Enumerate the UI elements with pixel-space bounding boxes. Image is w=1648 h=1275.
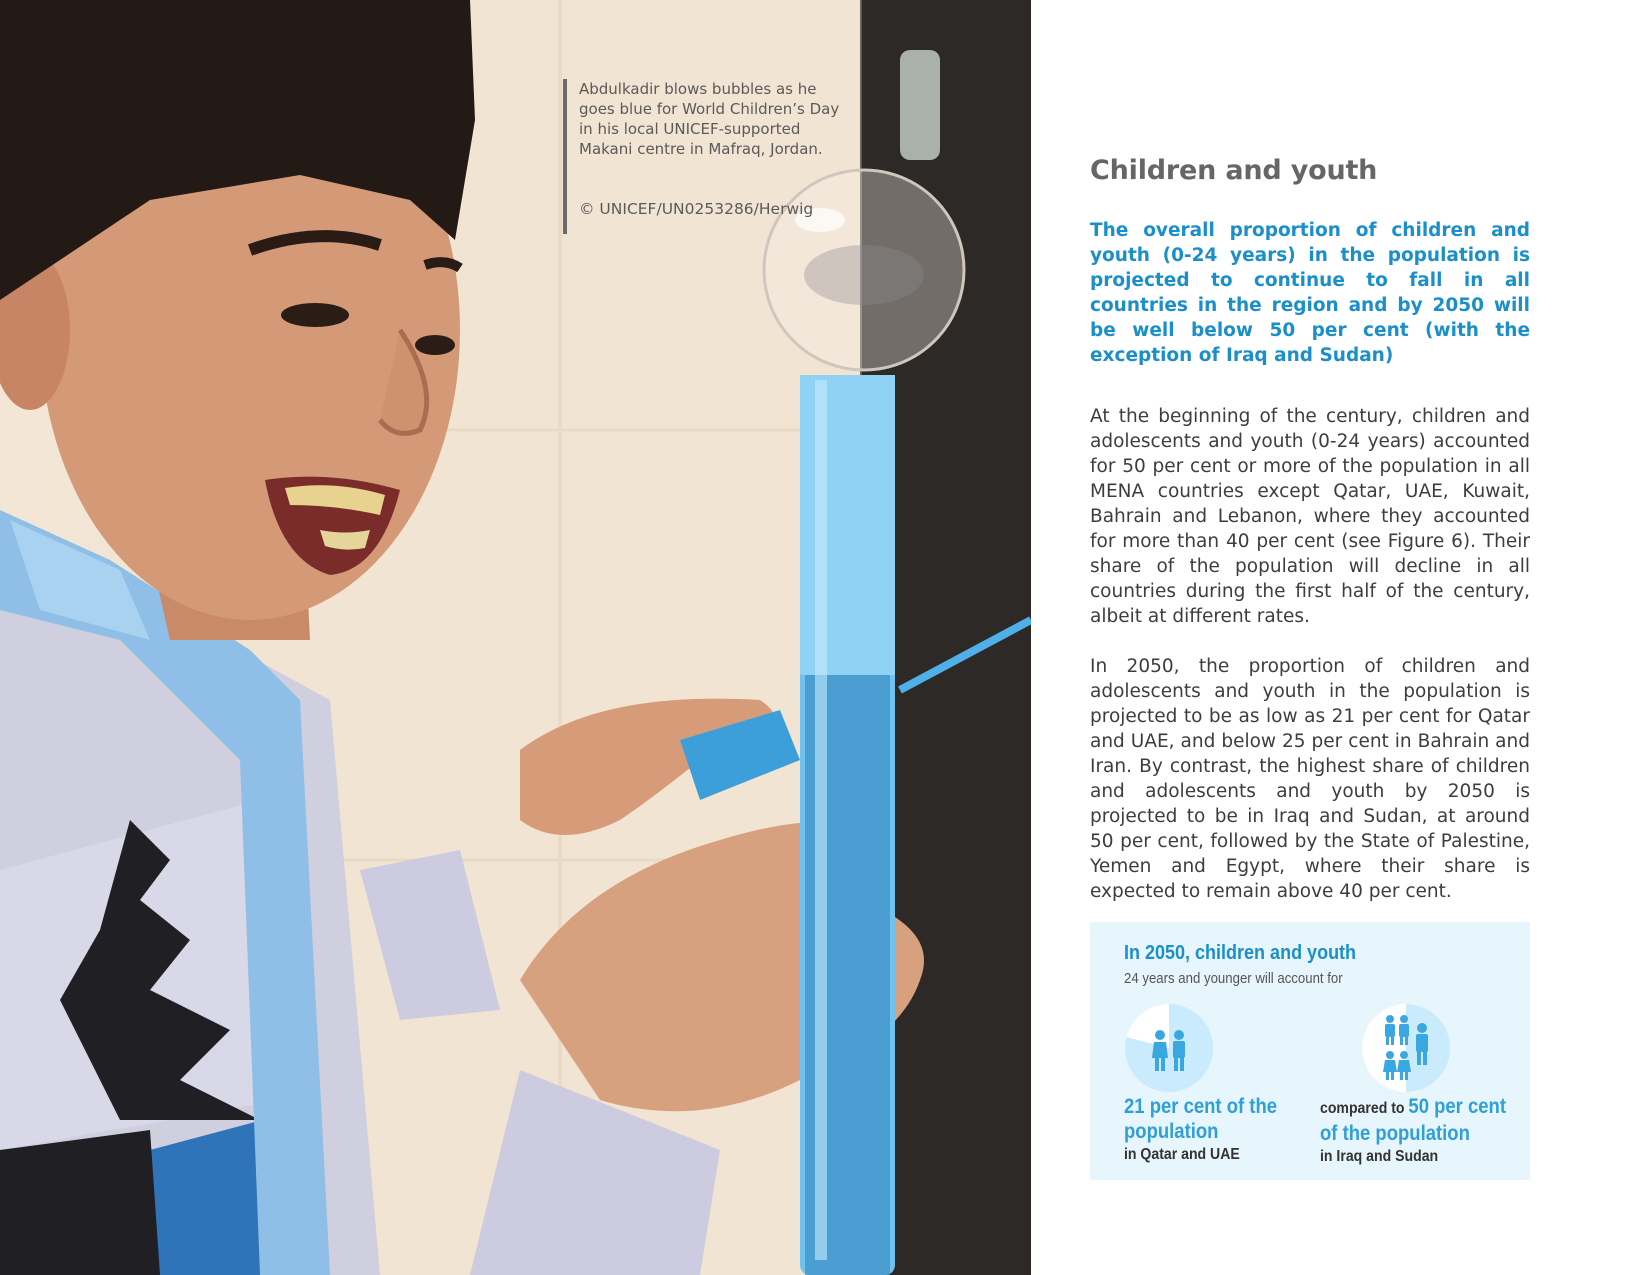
text-column [1090, 155, 1530, 904]
infographic-subtitle: 24 years and younger will account for [1124, 970, 1343, 987]
stat2-prefix: compared to [1320, 1100, 1405, 1117]
section-heading: Children and youth [1090, 155, 1378, 186]
stat1-value-line1: 21 per cent of the [1124, 1095, 1278, 1118]
stat1-value-line2: population [1124, 1120, 1219, 1143]
stat2-line1 [1320, 1094, 1506, 1121]
photo-credit: © UNICEF/UN0253286/Herwig [579, 200, 814, 218]
stat-iraq-sudan [1320, 1094, 1506, 1168]
stat-qatar-uae [1124, 1094, 1277, 1166]
stat2-value-line2: of the population [1320, 1122, 1470, 1145]
photo-caption [563, 79, 841, 234]
lead-paragraph: The overall proportion of children and youth (0-24 years) in the population is projected to continue to fall in all countries in the region and by 2050 will be well below 50 per cent (with the exception of Iraq and Sudan) [1090, 220, 1530, 366]
body-paragraph-2: In 2050, the proportion of children and adolescents and youth in the population is projected to be as low as 21 per cent for Qatar and UAE, and below 25 per cent in Bahrain and Iran. By contrast, the highest share of children and adolescents and youth by 2050 is projected to be in Iraq and Sudan, at around 50 per cent, followed by the State of Palestine, Yemen and Egypt, where their share is expected to remain above 40 per cent. [1090, 656, 1530, 902]
pie-slice-50 [1362, 1004, 1406, 1092]
stat2-value-line1: 50 per cent [1408, 1095, 1506, 1118]
infographic-box [1090, 922, 1530, 1180]
stat2-location: in Iraq and Sudan [1320, 1148, 1439, 1165]
pie-chart-50-percent [1360, 1002, 1452, 1094]
infographic-title: In 2050, children and youth [1124, 942, 1357, 964]
caption-text: Abdulkadir blows bubbles as he goes blue for World Children’s Day in his local UNICEF-supported Makani centre in Mafraq, Jordan. [579, 80, 840, 158]
pie-chart-21-percent [1123, 1002, 1215, 1094]
body-paragraph-1: At the beginning of the century, children and adolescents and youth (0-24 years) accounted for 50 per cent or more of the population in all MENA countries except Qatar, UAE, Kuwait, Bahrain and Lebanon, where they accounted for more than 40 per cent (see Figure 6). Their share of the population will decline in all countries during the first half of the century, albeit at different rates. [1090, 406, 1530, 627]
stat1-location: in Qatar and UAE [1124, 1146, 1240, 1163]
